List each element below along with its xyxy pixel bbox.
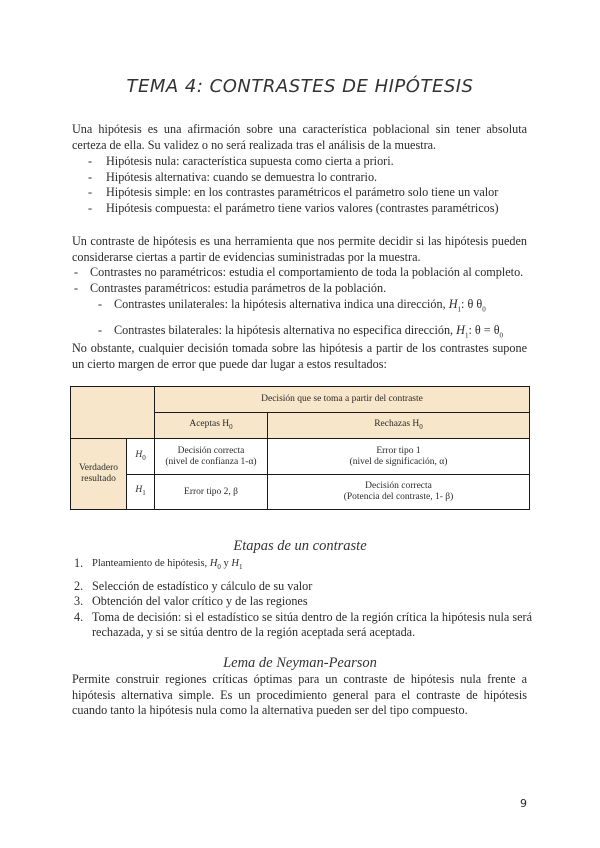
hypothesis-types-list	[72, 154, 532, 216]
table-cell-correct-decision: Decisión correcta (nivel de confianza 1-α)	[155, 439, 268, 475]
list-item: 1. Planteamiento de hipótesis, $H_0$ y $H_1$	[74, 556, 243, 572]
contraste-paragraph: Un contraste de hipótesis es una herramienta que nos permite decidir si las hipótesis pueden considerarse ciertas a partir de evidencias suministradas por la muestra.	[72, 234, 527, 264]
list-item: - Hipótesis simple: en los contrastes paramétricos el parámetro solo tiene un valor	[88, 185, 499, 199]
list-item: - Contrastes bilaterales: la hipótesis alternativa no especifica dirección, $H_1$: $\theta = \theta_0$	[98, 322, 504, 340]
table-row-label: Verdadero resultado	[71, 439, 127, 510]
etapas-list	[72, 556, 532, 641]
table-row-h0: $H_0$	[127, 439, 155, 475]
list-item: - Hipótesis alternativa: cuando se demuestra lo contrario.	[88, 169, 378, 184]
table-corner-cell	[71, 387, 155, 439]
page-title: TEMA 4: CONTRASTES DE HIPÓTESIS	[126, 76, 474, 97]
list-item: - Contrastes unilaterales: la hipótesis alternativa indica una dirección, $H_1$: θ $\theta_0$	[98, 297, 486, 314]
list-item: - Contrastes no paramétricos: estudia el comportamiento de toda la población al completo.	[74, 265, 524, 279]
table-header-accept: Aceptas $H_0$	[155, 413, 268, 439]
list-item: 3. Obtención del valor crítico y de las regiones	[74, 594, 308, 609]
list-item: - Hipótesis nula: característica supuesta como cierta a priori.	[88, 154, 394, 168]
table-header-decision: Decisión que se toma a partir del contraste	[155, 387, 530, 413]
list-item: 2. Selección de estadístico y cálculo de su valor	[74, 578, 313, 593]
contrast-subtypes-list	[72, 297, 532, 344]
intro-paragraph: Una hipótesis es una afirmación sobre una característica poblacional sin tener absoluta certeza de ella. Su validez o no será realizada tras el análisis de la muestra.	[72, 122, 527, 152]
obstante-paragraph: No obstante, cualquier decisión tomada sobre las hipótesis a partir de los contrastes supone un cierto margen de error que puede dar lugar a estos resultados:	[72, 341, 527, 371]
table-cell-error-type-2: Error tipo 2, β	[155, 475, 268, 510]
list-item: - Hipótesis compuesta: el parámetro tiene varios valores (contrastes paramétricos)	[88, 200, 499, 215]
decision-table	[70, 386, 530, 510]
contrast-types-list	[72, 265, 532, 296]
lema-paragraph: Permite construir regiones críticas óptimas para un contraste de hipótesis nula frente a hipótesis alternativa simple. Es un procedimiento general para el contraste de hipótesis cuando tanto la hipótesis nula como la alternativa pueden ser del tipo compuesto.	[72, 672, 527, 717]
page-number: 9	[520, 797, 527, 810]
list-item: - Contrastes paramétricos: estudia parámetros de la población.	[74, 280, 387, 295]
list-item: 4. Toma de decisión: si el estadístico se sitúa dentro de la región crítica la hipótesis nula será rechazada, y si se sitúa dentro de la región aceptada será aceptada.	[74, 609, 532, 640]
etapas-heading: Etapas de un contraste	[233, 538, 367, 554]
table-header-reject: Rechazas $H_0$	[268, 413, 530, 439]
table-cell-error-type-1: Error tipo 1 (nivel de significación, α)	[268, 439, 530, 475]
table-row-h1: $H_1$	[127, 475, 155, 510]
lema-heading: Lema de Neyman-Pearson	[223, 655, 377, 671]
table-cell-power: Decisión correcta (Potencia del contraste, 1- β)	[268, 475, 530, 510]
